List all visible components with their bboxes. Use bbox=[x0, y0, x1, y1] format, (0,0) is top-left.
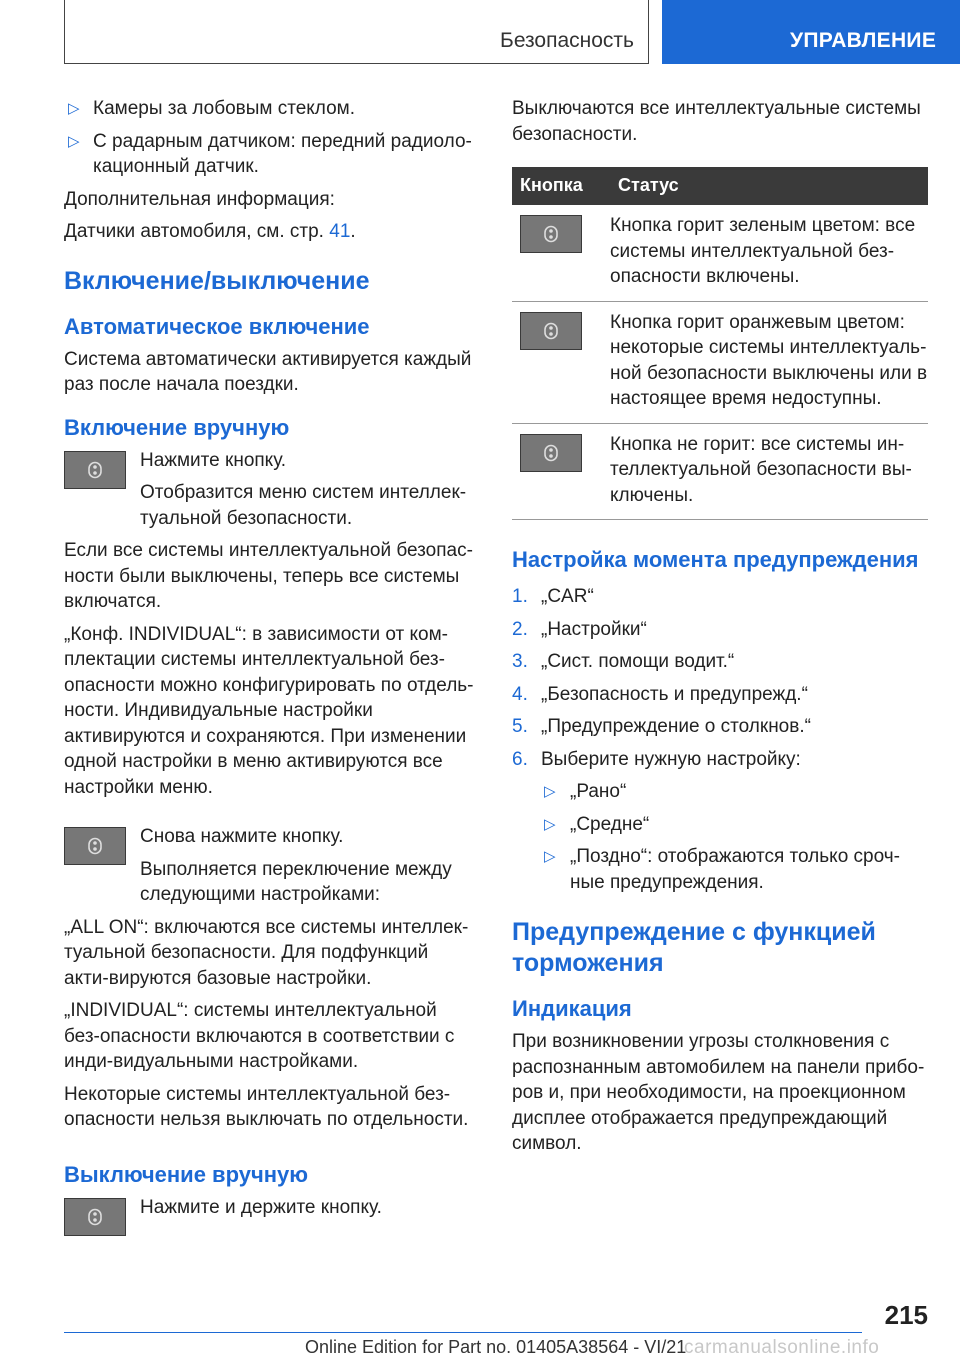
list-item: 4. „Безопасность и предупрежд.“ bbox=[512, 683, 808, 705]
list-item: 6. Выберите нужную настройку: bbox=[512, 748, 801, 770]
header-chapter-tab[interactable]: УПРАВЛЕНИЕ bbox=[662, 0, 960, 64]
press-again-text: Снова нажмите кнопку. bbox=[140, 826, 344, 847]
button-led-icon bbox=[64, 1198, 126, 1236]
list-item: ▷ С радарным датчиком: передний радиоло-кационный датчик. bbox=[68, 130, 472, 177]
status-table bbox=[512, 167, 928, 520]
sensors-reference: Датчики автомобиля, см. стр. 41. bbox=[64, 221, 356, 242]
press-hold-text: Нажмите и держите кнопку. bbox=[140, 1196, 382, 1218]
triangle-right-icon: ▷ bbox=[68, 100, 80, 117]
auto-text: Система автоматически активируется каждый раз после начала поездки. bbox=[64, 348, 472, 395]
triangle-right-icon: ▷ bbox=[544, 815, 556, 833]
table-row bbox=[512, 423, 928, 520]
switching-text: Выполняется переключение между следующими настройками: bbox=[140, 858, 452, 905]
heading-warning-time: Настройка момента предупреждения bbox=[512, 547, 919, 572]
watermark: carmanualsonline.info bbox=[684, 1337, 880, 1358]
triangle-right-icon: ▷ bbox=[68, 132, 80, 150]
footer-divider bbox=[64, 1332, 862, 1333]
individual2-text: „INDIVIDUAL“: системы интеллектуальной без-опасности включаются в соответствии с инди-видуальными настройками. bbox=[64, 1000, 455, 1072]
list-item: ▷ Камеры за лобовым стеклом. bbox=[64, 96, 476, 122]
button-led-icon bbox=[64, 451, 126, 489]
list-item: 5. „Предупреждение о столкнов.“ bbox=[512, 716, 811, 737]
indication-text: При возникновении угрозы столкновения с распознанным автомобилем на панели прибо-ров и, при необходимости, на проекционном дисплее отображается предупреждающий символ. bbox=[512, 1031, 925, 1154]
press-hold-row bbox=[64, 1195, 476, 1237]
list-item: ▷ „Рано“ bbox=[512, 779, 928, 805]
button-led-icon bbox=[64, 827, 126, 865]
press-again-row bbox=[64, 824, 476, 908]
heading-indication: Индикация bbox=[512, 996, 632, 1021]
right-column bbox=[512, 96, 928, 1164]
heading-auto-on: Автоматическое включение bbox=[64, 313, 370, 339]
page-number: 215 bbox=[884, 1300, 928, 1330]
status-cell: Кнопка не горит: все системы ин-теллектуальной безопасности вы-ключены. bbox=[610, 423, 928, 520]
left-column bbox=[64, 96, 476, 1237]
button-led-icon bbox=[520, 434, 582, 472]
status-cell: Кнопка горит оранжевым цветом: некоторые системы интеллектуаль-ной безопасности выключены или в настоящее время недоступны. bbox=[610, 301, 928, 423]
col-header-status: Статус bbox=[610, 167, 928, 205]
footer-edition: Online Edition for Part no. 01405A38564 - VI/21 bbox=[305, 1337, 687, 1357]
some-systems-text: Некоторые системы интеллектуальной без-опасности нельзя выключать по отдельности. bbox=[64, 1083, 469, 1130]
list-item: 1. „CAR“ bbox=[512, 586, 594, 607]
heading-manual-off: Выключение вручную bbox=[64, 1161, 309, 1187]
triangle-right-icon: ▷ bbox=[544, 783, 556, 800]
list-item: 2. „Настройки“ bbox=[512, 618, 647, 640]
if-off-text: Если все системы интеллектуальной безопас-ности были выключены, теперь все системы включатся. bbox=[64, 540, 473, 612]
triangle-right-icon: ▷ bbox=[544, 848, 556, 865]
header-section-title: Безопасность bbox=[500, 29, 634, 52]
list-item: ▷ „Средне“ bbox=[512, 812, 928, 838]
extra-info-label: Дополнительная информация: bbox=[64, 188, 335, 210]
header-section-box bbox=[64, 0, 649, 64]
heading-on-off: Включение/выключение bbox=[64, 266, 370, 295]
intro-text: Выключаются все интеллектуальные системы безопасности. bbox=[512, 98, 921, 145]
col-header-button: Кнопка bbox=[512, 167, 610, 205]
button-led-icon bbox=[520, 215, 582, 253]
all-on-text: „ALL ON“: включаются все системы интеллек-туальной безопасности. Для подфункций акти-вируются базовые настройки. bbox=[64, 916, 469, 989]
press-text: Нажмите кнопку. bbox=[140, 449, 287, 471]
heading-brake-warning: Предупреждение с функцией торможения bbox=[512, 918, 876, 977]
individual-text: „Конф. INDIVIDUAL“: в зависимости от ком-плектации системы интеллектуальной без-опасности можно конфигурировать по отдель-ности. Индивидуальные настройки активируются и сохраняются. При изменении одной настройки в меню активируются все настройки меню. bbox=[64, 623, 474, 798]
button-led-icon bbox=[520, 312, 582, 350]
table-row bbox=[512, 205, 928, 301]
page-link[interactable]: 41 bbox=[329, 221, 351, 242]
table-header-row bbox=[512, 167, 928, 205]
list-item: ▷ „Поздно“: отображаются только сроч-ные предупреждения. bbox=[544, 846, 900, 893]
list-item: 3. „Сист. помощи водит.“ bbox=[512, 651, 735, 672]
table-row bbox=[512, 301, 928, 423]
status-cell: Кнопка горит зеленым цветом: все системы интеллектуальной без-опасности включены. bbox=[610, 205, 928, 301]
menu-shown-text: Отобразится меню систем интеллек-туальной безопасности. bbox=[140, 482, 467, 529]
heading-manual-on: Включение вручную bbox=[64, 414, 290, 440]
press-button-row bbox=[64, 448, 476, 532]
